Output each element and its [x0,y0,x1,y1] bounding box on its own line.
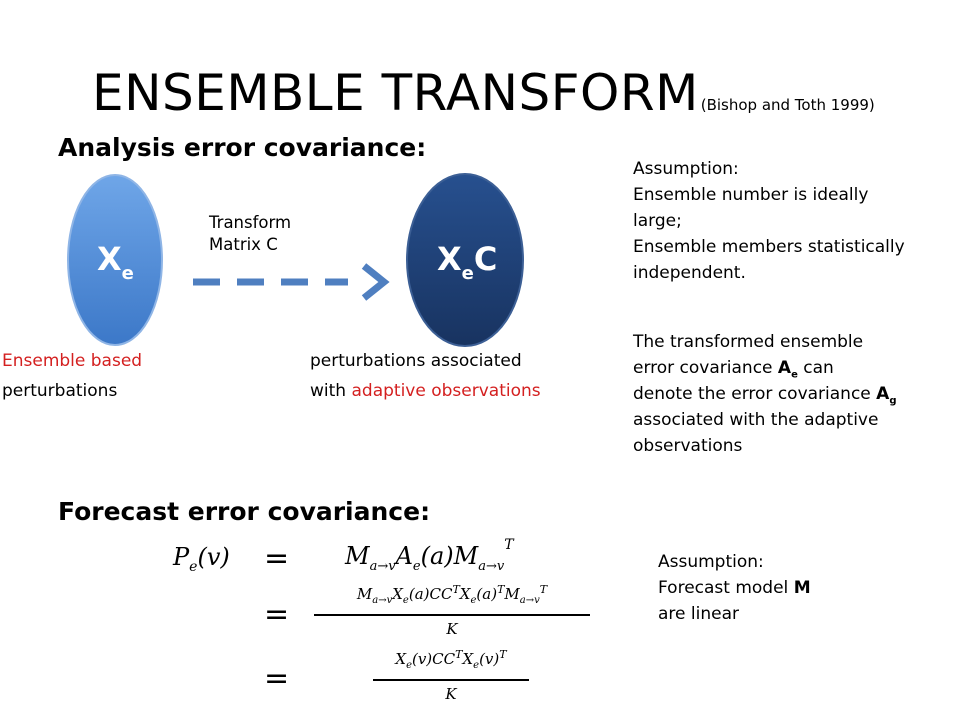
eq-rhs-2-fraction-line [314,614,590,616]
transform-label: Transform Matrix C [209,213,292,254]
eq-lhs: $P_e(v)$ [173,543,230,575]
transformed-note: The transformed ensemble error covariance $A_e$ can denote the error covariance $A_g$ associated with the adaptive observations [633,332,897,456]
eq-rhs-3-fraction-line [373,679,529,681]
title-citation: (Bishop and Toth 1999) [700,96,875,114]
title-main: ENSEMBLE TRANSFORM [92,64,699,122]
eq-sign-1: = [264,541,290,576]
eq-sign-3: = [264,661,290,696]
transform-arrowhead [364,266,384,298]
eq-rhs-1: $M_{a\to v}A_e(a)M_{a\to v}^T$ [345,537,514,574]
transformed-node-label: $X_eC$ [437,240,498,284]
ensemble-node-label: $X_e$ [97,240,134,284]
right-caption-line1: perturbations associated [310,351,522,371]
forecast-assumption: Assumption: Forecast model M are linear [658,552,811,624]
left-caption-line2: perturbations [2,381,118,401]
analysis-heading: Analysis error covariance: [58,133,427,162]
forecast-heading: Forecast error covariance: [58,497,431,526]
eq-rhs-3-numerator: $X_e(v)CC^TX_e(v)^T$ [395,648,507,671]
eq-sign-2: = [264,597,290,632]
left-caption-line1: Ensemble based [2,351,143,371]
eq-rhs-3-denominator: K [445,685,457,703]
eq-rhs-2-denominator: K [446,620,458,638]
right-caption-line2: with adaptive observations [310,381,541,401]
eq-rhs-2-numerator: $M_{a\to v}X_e(a)CC^TX_e(a)^TM_{a\to v}^T$ [356,583,548,606]
analysis-assumption: Assumption: Ensemble number is ideally large; Ensemble members statistically independent. [633,159,905,283]
